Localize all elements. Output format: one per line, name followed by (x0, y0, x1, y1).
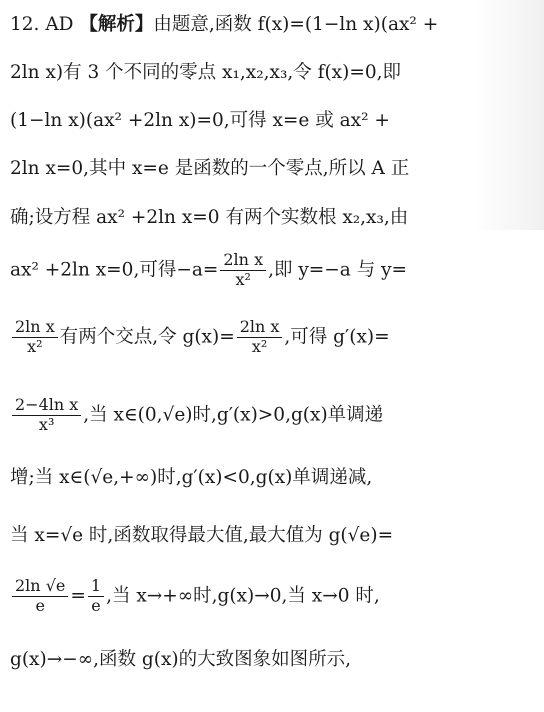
line-4-text: 2ln x=0,其中 x=e 是函数的一个零点,所以 A 正 (10, 158, 410, 179)
line-7-text-b: ,可得 g′(x)= (284, 326, 390, 348)
equals-sign: = (70, 585, 86, 607)
line-4 (10, 154, 530, 180)
line-11 (10, 578, 530, 615)
fraction-numerator: 2−4ln x (12, 397, 81, 416)
line-7 (10, 319, 530, 356)
line-5 (10, 203, 530, 229)
fraction-numerator: 2ln x (237, 319, 283, 338)
line-8-text: ,当 x∈(0,√e)时,g′(x)>0,g(x)单调递 (83, 404, 384, 426)
line-1-text: 由题意,函数 f(x)=(1−ln x)(ax² + (153, 14, 439, 35)
line-12-text: g(x)→−∞,函数 g(x)的大致图象如图所示, (10, 649, 351, 670)
fraction-denominator: x² (235, 269, 251, 289)
line-9-text: 增;当 x∈(√e,+∞)时,g′(x)<0,g(x)单调递减, (10, 467, 373, 488)
fraction-numerator: 1 (88, 578, 104, 597)
fraction-one-over-e (88, 578, 104, 615)
fraction-denominator: e (91, 595, 101, 615)
answer-choices: AD (45, 14, 74, 35)
line-6 (10, 252, 530, 289)
line-5-text: 确;设方程 ax² +2ln x=0 有两个实数根 x₂,x₃,由 (10, 207, 409, 228)
line-2 (10, 58, 530, 84)
line-9 (10, 463, 530, 489)
fraction-denominator: x² (27, 336, 43, 356)
fraction-denominator: x² (251, 336, 268, 356)
fraction-numerator: 2ln √e (12, 578, 68, 597)
line-8 (10, 397, 530, 434)
line-2-text: 2ln x)有 3 个不同的零点 x₁,x₂,x₃,令 f(x)=0,即 (10, 62, 401, 83)
line-7-text-a: 有两个交点,令 g(x)= (59, 326, 235, 348)
fraction-g-definition (237, 319, 283, 356)
fraction-derivative (12, 397, 81, 434)
line-10 (10, 521, 530, 547)
fraction-numerator: 2ln x (220, 252, 266, 271)
fraction-2lnx-over-x2 (220, 252, 266, 289)
line-10-text: 当 x=√e 时,函数取得最大值,最大值为 g(√e)= (10, 525, 394, 546)
problem-number: 12. (10, 14, 40, 35)
line-3-text: (1−ln x)(ax² +2ln x)=0,可得 x=e 或 ax² + (10, 110, 390, 131)
fraction-denominator: e (35, 595, 45, 615)
fraction-denominator: x³ (38, 414, 55, 434)
line-11-text: ,当 x→+∞时,g(x)→0,当 x→0 时, (106, 585, 380, 607)
line-3 (10, 106, 530, 132)
fraction-max-value (12, 578, 68, 615)
line-6-text-b: ,即 y=−a 与 y= (268, 259, 408, 281)
line-6-text-a: ax² +2ln x=0,可得−a= (10, 259, 219, 281)
fraction-2lnx-over-x2 (12, 319, 58, 356)
line-1 (10, 10, 530, 36)
fraction-numerator: 2ln x (12, 319, 58, 338)
line-12 (10, 645, 530, 671)
analysis-tag: 【解析】 (79, 14, 154, 35)
